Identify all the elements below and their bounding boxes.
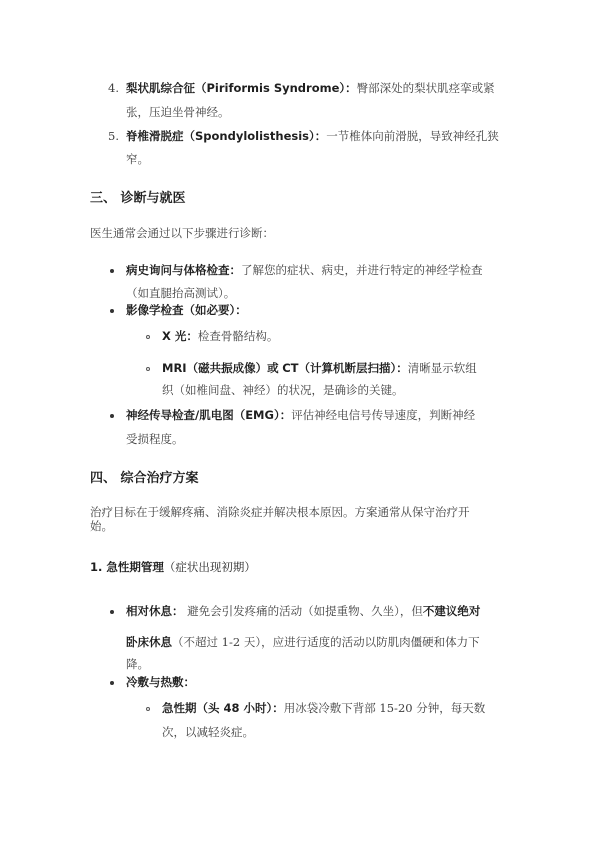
sub-item-xray — [162, 328, 278, 345]
desc-acute-48h-2: 次，以减轻炎症。 — [162, 725, 254, 739]
desc-history-exam-2: （如直腿抬高测试）。 — [126, 286, 236, 300]
sub-item-acute-48h — [162, 700, 485, 717]
bullet-emg — [126, 407, 475, 424]
term-piriformis: 梨状肌综合征（Piriformis Syndrome）： — [126, 81, 357, 95]
list-item-spondylolisthesis — [126, 128, 499, 145]
sub-item-mri-ct — [162, 360, 477, 377]
sub-bullet-circle — [146, 707, 150, 711]
desc-relative-rest-e: 降。 — [126, 657, 149, 671]
desc-spondylolisthesis-2: 窄。 — [126, 152, 149, 166]
desc-piriformis-2: 张，压迫坐骨神经。 — [126, 105, 230, 119]
desc-relative-rest-a: 避免会引发疼痛的活动（如提重物、久坐），但 — [187, 604, 423, 618]
bullet-imaging — [126, 302, 247, 319]
term-cold-heat: 冷敷与热敷： — [126, 675, 195, 689]
sub-bullet-circle — [146, 335, 150, 339]
desc-history-exam-1: 了解您的症状、病史，并进行特定的神经学检查 — [241, 263, 483, 277]
subheading-acute-normal: （症状出现初期） — [163, 560, 256, 574]
emphasis-no-bedrest-b: 卧床休息 — [126, 635, 172, 649]
sub-bullet-circle — [146, 367, 150, 371]
section-heading-diagnosis: 三、 诊断与就医 — [90, 191, 186, 206]
bullet-cold-heat — [126, 674, 195, 691]
desc-emg-2: 受损程度。 — [126, 432, 184, 446]
treatment-intro-2: 始。 — [90, 519, 113, 533]
desc-relative-rest-d: （不超过 1-2 天），应进行适度的活动以防肌肉僵硬和体力下 — [172, 635, 480, 649]
bullet-relative-rest — [126, 603, 480, 620]
term-acute-48h: 急性期（头 48 小时）： — [162, 701, 284, 715]
bullet-dot — [110, 309, 114, 313]
bullet-dot — [110, 610, 114, 614]
bullet-history-exam — [126, 262, 483, 279]
subheading-acute-phase — [90, 559, 256, 575]
term-imaging: 影像学检查（如必要）： — [126, 303, 247, 317]
subheading-acute-bold: 1. 急性期管理 — [90, 560, 164, 574]
term-history-exam: 病史询问与体格检查： — [126, 263, 241, 277]
desc-spondylolisthesis-1: 一节椎体向前滑脱，导致神经孔狭 — [326, 129, 499, 143]
desc-emg-1: 评估神经电信号传导速度，判断神经 — [291, 408, 476, 422]
term-xray: X 光： — [162, 329, 198, 343]
emphasis-no-bedrest-a: 不建议绝对 — [422, 604, 481, 618]
desc-mri-ct-2: 织（如椎间盘、神经）的状况，是确诊的关键。 — [162, 383, 404, 397]
relative-rest-line-2 — [126, 634, 480, 651]
term-emg: 神经传导检查/肌电图（EMG）： — [126, 408, 292, 422]
list-number-5: 5. — [108, 129, 119, 143]
list-number-4: 4. — [108, 81, 119, 95]
bullet-dot — [110, 681, 114, 685]
desc-acute-48h-1: 用冰袋冷敷下背部 15-20 分钟，每天数 — [283, 701, 486, 715]
section-heading-treatment: 四、 综合治疗方案 — [90, 471, 199, 486]
term-ct: CT（计算机断层扫描）： — [282, 361, 408, 375]
bullet-dot — [110, 269, 114, 273]
treatment-intro-1: 治疗目标在于缓解疼痛、消除炎症并解决根本原因。方案通常从保守治疗开 — [90, 505, 470, 519]
diagnosis-intro: 医生通常会通过以下步骤进行诊断： — [90, 226, 274, 240]
bullet-dot — [110, 414, 114, 418]
term-mri: MRI（磁共振成像）或 — [162, 361, 279, 375]
term-relative-rest: 相对休息： — [126, 604, 184, 618]
list-item-piriformis — [126, 80, 495, 97]
term-spondylolisthesis: 脊椎滑脱症（Spondylolisthesis）： — [126, 129, 327, 143]
desc-xray: 检查骨骼结构。 — [197, 329, 279, 343]
desc-mri-ct-1: 清晰显示软组 — [407, 361, 477, 375]
desc-piriformis-1: 臀部深处的梨状肌痉挛或紧 — [356, 81, 495, 95]
